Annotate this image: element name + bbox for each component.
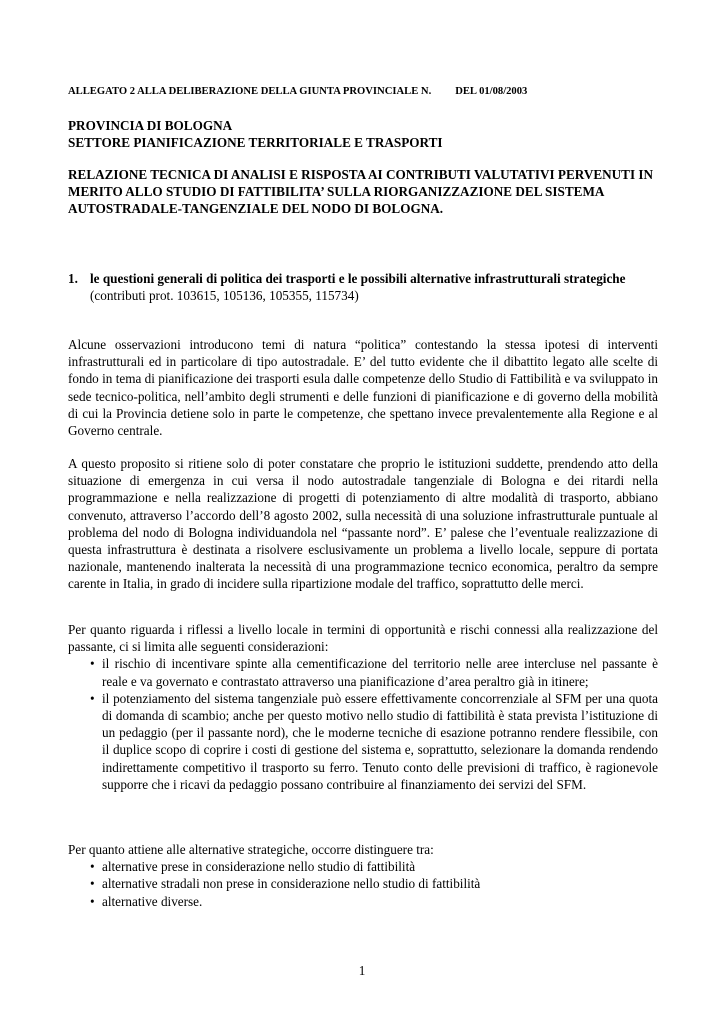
list-item [68,858,658,875]
bullet-icon: • [90,690,95,706]
department-name: SETTORE PIANIFICAZIONE TERRITORIALE E TRASPORTI [68,135,443,150]
list-item [68,655,658,689]
paragraph: Per quanto attiene alle alternative strategiche, occorre distinguere tra: [68,842,434,857]
bullet-icon: • [90,859,95,875]
considerations-block [68,621,658,793]
deliberation-date: DEL 01/08/2003 [455,86,528,97]
list-item-text: alternative prese in considerazione nello studio di fattibilità [102,859,416,875]
alternatives-block [68,841,658,910]
list-item [68,893,658,910]
alternatives-list [68,858,658,910]
section-heading-block [68,270,658,304]
list-item-text: il potenziamento del sistema tangenziale può essere effettivamente concorrenziale al SFM per una quota di domanda di scambio; anche per questo motivo nello studio di fattibilità è stata prevista l’istituzione di un pedaggio (per il passante nord), che le moderne tecniche di esazione potranno rendere flessibile, con il duplice scopo di coprire i costi di gestione del sistema e, soprattutto, selezionare la domanda rendendo indirettamente competitivo il trasporto su ferro. Tenuto conto delle previsioni di traffico, è ragionevole supporre che i ricavi da pedaggio possano contribuire al finanziamento dei servizi del SFM. [102,690,658,792]
document-title: RELAZIONE TECNICA DI ANALISI E RISPOSTA AI CONTRIBUTI VALUTATIVI PERVENUTI IN MERITO ALLO STUDIO DI FATTIBILITA’ SULLA RIORGANIZZAZIONE DEL SISTEMA AUTOSTRADALE-TANGENZIALE DEL NODO DI BOLOGNA. [68,167,654,216]
paragraph: A questo proposito si ritiene solo di poter constatare che proprio le istituzioni suddette, prendendo atto della situazione di emergenza in cui versa il nodo autostradale tangenziale di Bologna e dei ritardi nella programmazione e nella realizzazione di progetti di potenziamento di altre modalità di trasporto, abbiano convenuto, attraverso l’accordo dell’8 agosto 2002, sulla necessità di una soluzione infrastrutturale puntuale al problema del nodo di Bologna individuandola nel “passante nord”. E’ palese che l’eventuale realizzazione di questa infrastruttura è destinata a risolvere esclusivamente un problema a livello locale, seppure di portata nazionale, mantenendo inalterata la necessità di una programmazione tecnico economica, peraltro da sempre carente in Italia, in grado di incidere sulla ripartizione modale del traffico, soprattutto delle merci. [68,456,658,592]
list-item [68,690,658,793]
section-contributions: (contributi prot. 103615, 105136, 105355, 115734) [90,288,359,303]
bullet-icon: • [90,876,95,892]
list-item-text: alternative stradali non prese in considerazione nello studio di fattibilità [102,876,481,892]
list-item-text: alternative diverse. [102,893,203,909]
organization-block [68,117,658,151]
section-number: 1. [68,271,78,286]
section-heading: le questioni generali di politica dei trasporti e le possibili alternative infrastrutturali strategiche [90,271,626,286]
province-name: PROVINCIA DI BOLOGNA [68,118,233,133]
page-number: 1 [358,963,366,978]
considerations-list [68,655,658,793]
attachment-header [68,86,668,97]
list-item-text: il rischio di incentivare spinte alla cementificazione del territorio nelle aree intercluse nel passante è reale e va governato e contrastato attraverso una pianificazione d’area peraltro già in itinere; [102,656,658,689]
list-item [68,875,658,892]
paragraph: Per quanto riguarda i riflessi a livello locale in termini di opportunità e rischi connessi alla realizzazione del passante, ci si limita alle seguenti considerazioni: [68,622,658,655]
attachment-label: ALLEGATO 2 ALLA DELIBERAZIONE DELLA GIUNTA PROVINCIALE N. [68,86,432,97]
bullet-icon: • [90,893,95,909]
paragraph: Alcune osservazioni introducono temi di natura “politica” contestando la stessa ipotesi di interventi infrastrutturali ed in particolare di tipo autostradale. E’ del tutto evidente che il dibattito legato alle scelte di fondo in tema di pianificazione dei trasporti esula dalle competenze dello Studio di Fattibilità e va sviluppato in sede tecnico-politica, nell’ambito degli strumenti e delle funzioni di pianificazione e di governo della mobilità di cui la Provincia detiene solo in parte le competenze, che spettano invece prevalentemente alla Regione e al Governo centrale. [68,337,658,439]
bullet-icon: • [90,656,95,672]
